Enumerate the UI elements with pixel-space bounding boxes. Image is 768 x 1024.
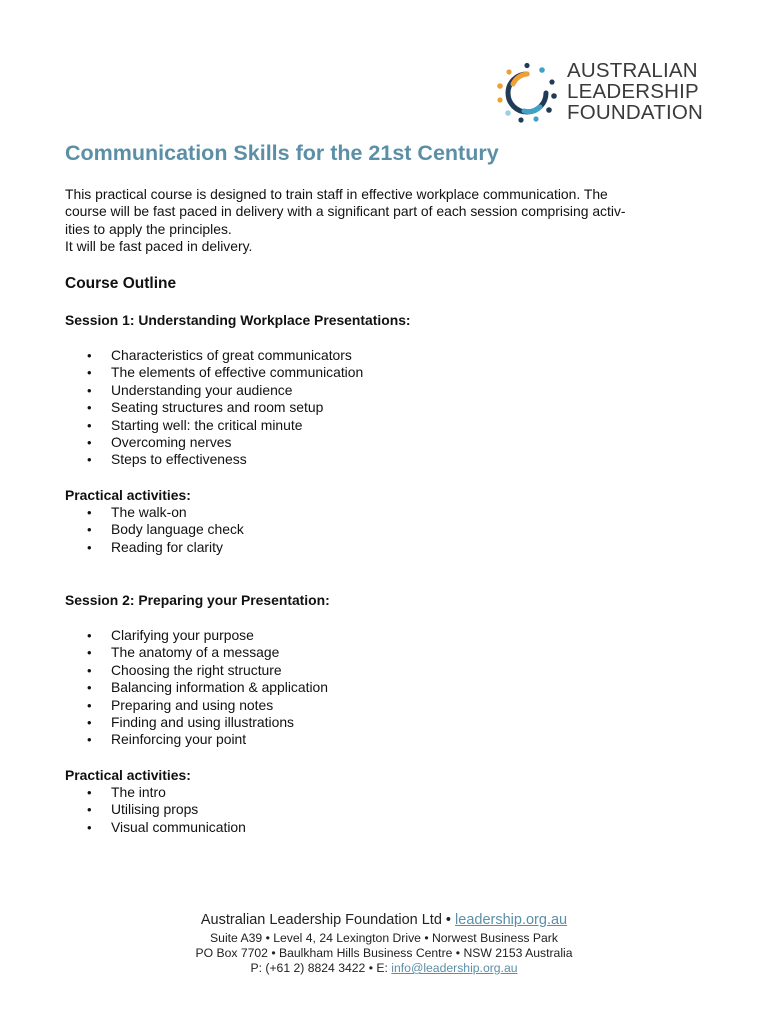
footer-org-name: Australian Leadership Foundation Ltd • <box>200 912 452 928</box>
bullet-icon: • <box>87 400 92 416</box>
footer-contact-line <box>0 961 768 975</box>
circle-of-dots-logo-icon <box>496 62 558 124</box>
logo-line-1: AUSTRALIAN <box>567 59 698 82</box>
footer-email-link[interactable]: info@leadership.org.au <box>391 961 518 975</box>
bullet-icon: • <box>87 662 92 678</box>
page-title: Communication Skills for the 21st Century <box>65 141 499 165</box>
logo-line-2: LEADERSHIP <box>567 80 699 103</box>
bullet-icon: • <box>87 680 92 696</box>
logo-line-3: FOUNDATION <box>567 101 704 124</box>
bullet-icon: • <box>87 732 92 748</box>
bullet-icon: • <box>87 697 92 713</box>
bullet-icon: • <box>87 452 92 468</box>
logo-wordmark <box>567 60 703 123</box>
session-2-activities-heading: Practical activities: <box>65 767 191 783</box>
course-outline-heading: Course Outline <box>65 275 177 292</box>
footer-org-line <box>0 912 768 928</box>
footer-website-link[interactable]: leadership.org.au <box>455 912 568 928</box>
intro-line: This practical course is designed to train staff in effective workplace communication. The <box>65 186 608 202</box>
bullet-icon: • <box>87 522 92 538</box>
session-1-heading: Session 1: Understanding Workplace Presentations: <box>65 312 411 328</box>
bullet-icon: • <box>87 348 92 363</box>
bullet-icon: • <box>87 505 92 520</box>
intro-line: course will be fast paced in delivery with a significant part of each session comprising activ- <box>65 203 626 220</box>
bullet-icon: • <box>87 802 92 818</box>
intro-line: It will be fast paced in delivery. <box>65 238 253 255</box>
bullet-icon: • <box>87 628 92 643</box>
bullet-icon: • <box>87 819 92 835</box>
intro-paragraph <box>65 186 705 256</box>
foundation-logo <box>496 60 716 128</box>
bullet-icon: • <box>87 714 92 730</box>
footer-phone: P: (+61 2) 8824 3422 • E: <box>250 961 388 975</box>
intro-line: ities to apply the principles. <box>65 220 232 237</box>
bullet-icon: • <box>87 382 92 398</box>
footer-address-line-1: Suite A39 • Level 4, 24 Lexington Drive • Norwest Business Park <box>210 931 558 945</box>
bullet-icon: • <box>87 645 92 661</box>
bullet-icon: • <box>87 417 92 433</box>
footer-address-line-2: PO Box 7702 • Baulkham Hills Business Centre • NSW 2153 Australia <box>195 946 573 960</box>
bullet-icon: • <box>87 539 92 555</box>
session-2-heading: Session 2: Preparing your Presentation: <box>65 592 330 608</box>
bullet-icon: • <box>87 365 92 381</box>
bullet-icon: • <box>87 434 92 450</box>
bullet-icon: • <box>87 785 92 800</box>
session-1-activities-heading: Practical activities: <box>65 487 191 503</box>
